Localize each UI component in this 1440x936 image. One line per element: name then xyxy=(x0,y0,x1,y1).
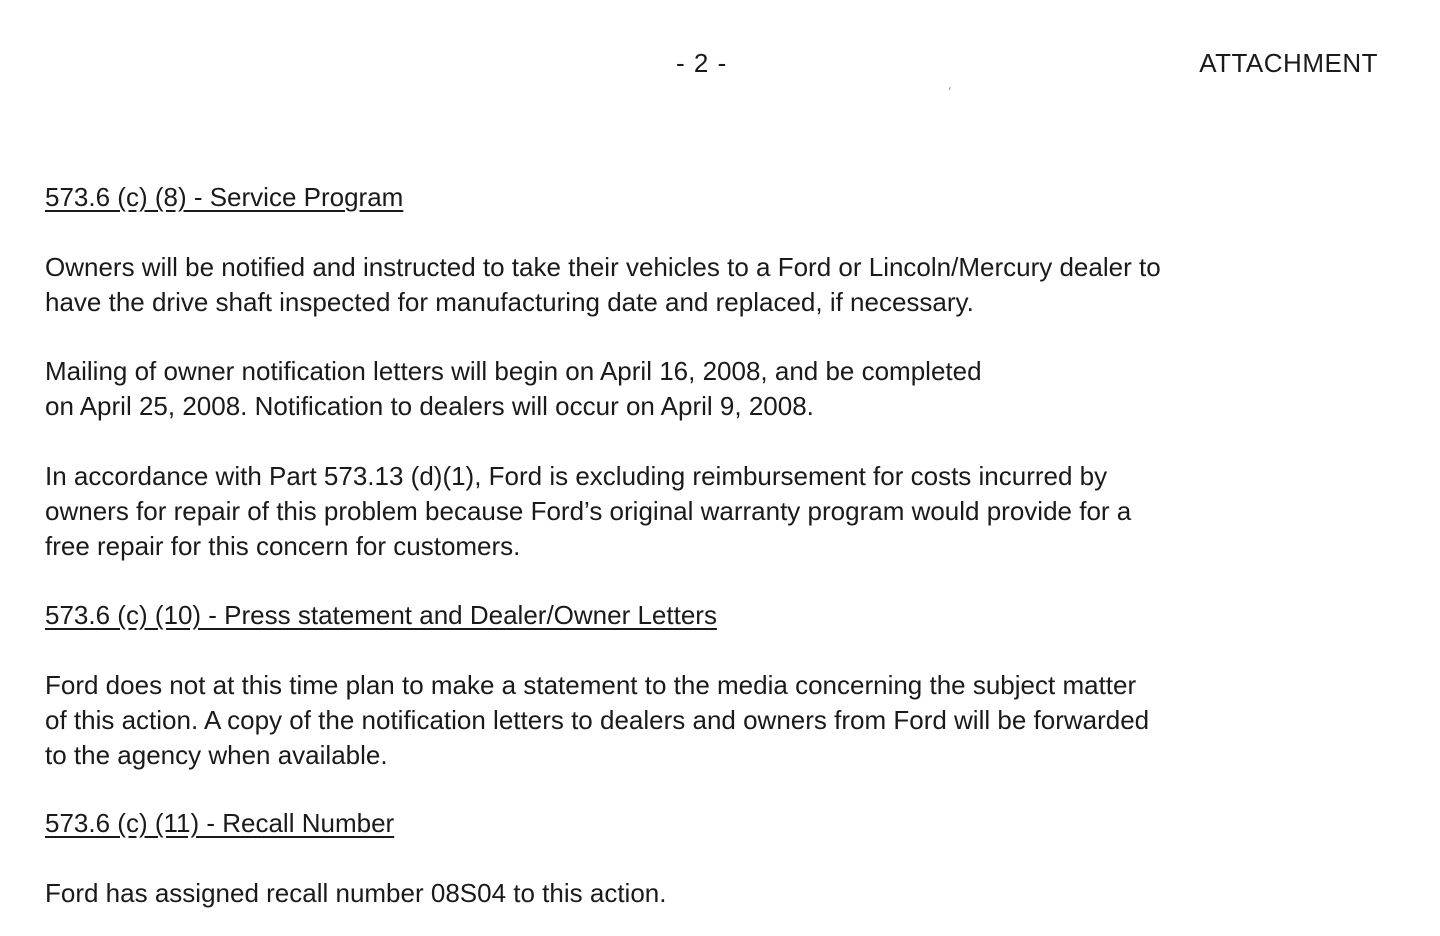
paragraph-line: have the drive shaft inspected for manufacturing date and replaced, if necessary. xyxy=(45,287,974,317)
paragraph-line: of this action. A copy of the notification letters to dealers and owners from Ford will be forwarded xyxy=(45,705,1150,735)
section-heading-recall-number: 573.6 (c) (11) - Recall Number xyxy=(45,808,395,838)
paragraph-line: to the agency when available. xyxy=(45,740,388,770)
paragraph-line: Ford has assigned recall number 08S04 to this action. xyxy=(45,878,667,908)
paragraph-line: Ford does not at this time plan to make a statement to the media concerning the subject matter xyxy=(45,670,1137,700)
page-number: - 2 - xyxy=(676,48,728,78)
paragraph-line: Owners will be notified and instructed to take their vehicles to a Ford or Lincoln/Mercury dealer to xyxy=(45,252,1161,282)
paragraph-line: on April 25, 2008. Notification to dealers will occur on April 9, 2008. xyxy=(45,391,814,421)
paragraph-line: owners for repair of this problem because Ford’s original warranty program would provide for a xyxy=(45,496,1132,526)
paragraph-owner-notification xyxy=(45,250,1395,320)
paragraph-reimbursement xyxy=(45,459,1395,564)
attachment-label: ATTACHMENT xyxy=(1199,48,1378,78)
paragraph-recall-number xyxy=(45,876,1395,911)
paragraph-line: In accordance with Part 573.13 (d)(1), Ford is excluding reimbursement for costs incurred by xyxy=(45,461,1108,491)
section-heading-press-statement: 573.6 (c) (10) - Press statement and Dealer/Owner Letters xyxy=(45,600,717,630)
paragraph-media-statement xyxy=(45,668,1395,773)
section-heading-service-program: 573.6 (c) (8) - Service Program xyxy=(45,182,404,212)
paragraph-mailing-schedule xyxy=(45,354,1395,424)
scan-artifact-mark: ´ xyxy=(946,83,959,101)
paragraph-line: Mailing of owner notification letters will begin on April 16, 2008, and be completed xyxy=(45,356,982,386)
paragraph-line: free repair for this concern for customers. xyxy=(45,531,521,561)
